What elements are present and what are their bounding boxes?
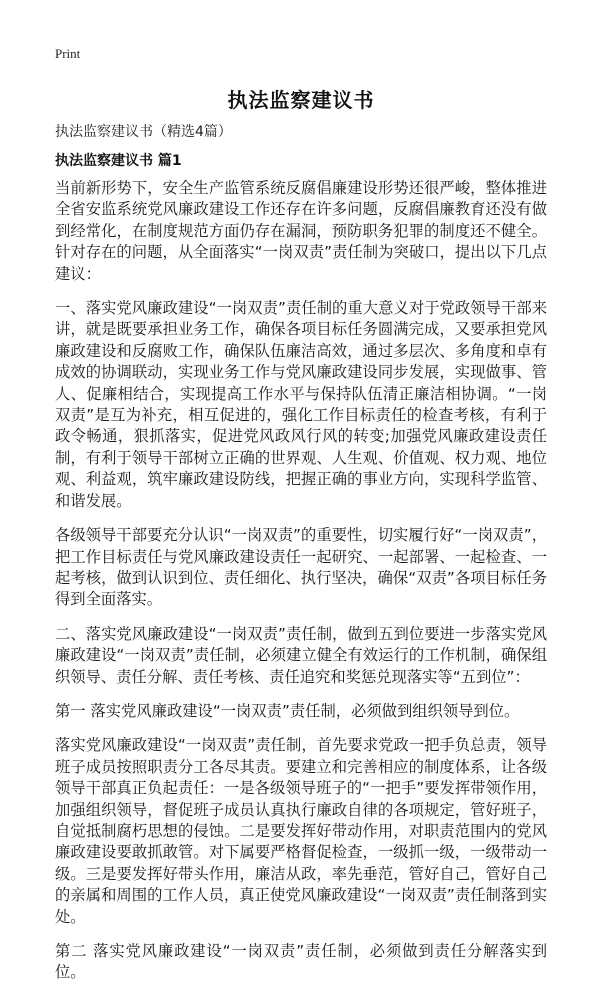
print-label[interactable]: Print <box>55 46 81 61</box>
document-title: 执法监察建议书 <box>227 88 375 112</box>
paragraph-first-detail: 落实党风廉政建设“一岗双责”责任制，首先要求党政一把手负总责，领导班子成员按照职责分工各尽其责。要建立和完善相应的制度体系，让各级领导干部真正负起责任：一是各级领导班子的“一把手”要发挥带领作用，加强组织领导，督促班子成员认真执行廉政自律的各项规定，管好班子，自觉抵制腐朽思想的侵蚀。二是要发挥好带动作用，对职责范围内的党风廉政建设要敢抓敢管。对下属要严格督促检查，一级抓一级，一级带动一级。三是要发挥好带头作用，廉洁从政，率先垂范，管好自己，管好自己的亲属和周围的工作人员，真正使党风廉政建设“一岗双责”责任制落到实处。 <box>55 736 547 926</box>
paragraph-intro: 当前新形势下，安全生产监管系统反腐倡廉建设形势还很严峻，整体推进全省安监系统党风廉政建设工作还存在许多问题，反腐倡廉教育还没有做到经常化，在制度规范方面仍存在漏洞，预防职务犯罪的制度还不健全。针对存在的问题，从全面落实“一岗双责”责任制为突破口，提出以下几点建议： <box>55 179 547 283</box>
paragraph-leaders: 各级领导干部要充分认识“一岗双责”的重要性，切实履行好“一岗双责”，把工作目标责任与党风廉政建设责任一起研究、一起部署、一起检查、一起考核，做到认识到位、责任细化、执行坚决，确保“双责”各项目标任务得到全面落实。 <box>55 526 547 609</box>
section-heading: 执法监察建议书 篇1 <box>55 153 182 169</box>
paragraph-first-point: 第一 落实党风廉政建设“一岗双责”责任制，必须做到组织领导到位。 <box>55 701 520 720</box>
paragraph-significance: 一、落实党风廉政建设“一岗双责”责任制的重大意义对于党政领导干部来讲，就是既要承担业务工作，确保各项目标任务圆满完成，又要承担党风廉政建设和反腐败工作，确保队伍廉洁高效，通过多层次、多角度和卓有成效的协调联动，实现业务工作与党风廉政建设同步发展，实现做事、管人、促廉相结合，实现提高工作水平与保持队伍清正廉洁相协调。“一岗双责”是互为补充，相互促进的，强化工作目标责任的检查考核，有利于政令畅通，狠抓落实，促进党风政风行风的转变;加强党风廉政建设责任制，有利于领导干部树立正确的世界观、人生观、价值观、权力观、地位观、利益观，筑牢廉政建设防线，把握正确的事业方向，实现科学监管、和谐发展。 <box>55 299 547 510</box>
document-subtitle: 执法监察建议书（精选4篇） <box>55 124 232 140</box>
paragraph-second-point: 第二 落实党风廉政建设“一岗双责”责任制，必须做到责任分解落实到位。 <box>55 942 547 982</box>
paragraph-five-in-place: 二、落实党风廉政建设“一岗双责”责任制，做到五到位要进一步落实党风廉政建设“一岗双责”责任制，必须建立健全有效运行的工作机制，确保组织领导、责任分解、责任考核、责任追究和奖惩兑现落实等“五到位”： <box>55 624 547 686</box>
document-body <box>55 178 547 997</box>
